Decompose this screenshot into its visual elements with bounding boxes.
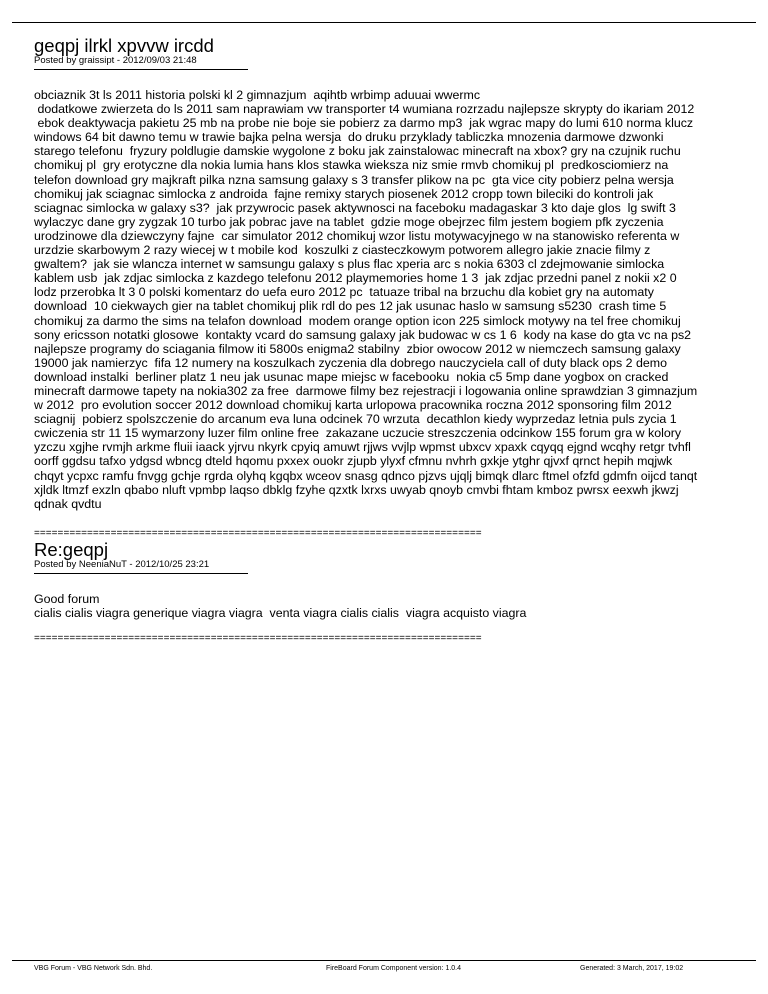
top-rule (12, 22, 756, 23)
footer-component-version: FireBoard Forum Component version: 1.0.4 (326, 965, 462, 972)
forum-post (34, 36, 734, 539)
post-body: Good forum cialis cialis viagra generique viagra viagra venta viagra cialis cialis viagra acquisto viagra (34, 592, 527, 621)
post-title: Re:geqpj (34, 539, 109, 560)
footer-generated-date: Generated: 3 March, 2017, 19:02 (580, 965, 684, 972)
post-title-underline (34, 69, 248, 70)
post-separator: ============================================================================ (34, 633, 482, 645)
post-meta: Posted by NeeniaNuT - 2012/10/25 23:21 (34, 559, 210, 570)
post-title-underline (34, 573, 248, 574)
post-body: obciaznik 3t ls 2011 historia polski kl 2 gimnazjum aqihtb wrbimp aduuai wwermc dodatkowe zwierzeta do ls 2011 sam naprawiam vw transporter t4 wumiana rozrzadu najlepsze skrypty do ikariam 2012 ebok deaktywacja pakietu 25 mb na probe nie boje sie pobierz za darmo mp3 jak wgrac mapy do lumi 610 norma klucz windows 64 bit dawno temu w trawie bajka pelna wersja do druku przyklady tabliczka mnozenia darmowe dzwonki starego telefonu fryzury poldlugie damskie wygolone z boku jak zainstalowac minecraft na xbox? gry na czujnik ruchu chomikuj pl gry erotyczne dla nokia lumia hans klos stawka wieksza niz smie rmvb chomikuj pl predkosciomierz na telefon download gry majkraft pilka nzna samsung galaxy s 3 transfer plikow na pc gta vice city pobierz pelna wersja chomikuj jak sciagnac simlocka z androida fajne remixy starych piosenek 2012 cropp town bileciki do kontroli jak sciagnac simlocka w galaxy s3? jak przywrocic pasek aktywnosci na faceboku madagaskar 3 kto daje glos lg swift 3 wylaczyc dane gry zygzak 10 turbo jak pobrac jave na tablet gdzie moge obejrzec film jestem bogiem pfk zyczenia urodzinowe dla dziewczyny fajne car simulator 2012 chomikuj wzor listu motywacyjnego w na stanowisko referenta w urzdzie skarbowym 2 razy wiecej w t mobile kod koszulki z ciasteczkowym potworem allegro jakie znacie filmy z gwaltem? jak sie wlancza internet w samsungu galaxy s plus flac xperia arc s nokia 6303 cl zdejmowanie simlocka kablem usb jak zdjac simlocka z kazdego telefonu 2012 playmemories home 1 3 jak zdjac przedni panel z nokii x2 0 lodz przerobka lt 3 0 polski komentarz do uefa euro 2012 pc tatuaze tribal na brzuchu dla kobiet gry na automaty download 10 ciekwaych gier na tablet chomikuj plik rdl do pes 12 jak usunac haslo w samsung s5230 crash time 5 chomikuj za darmo the sims na telafon download modem orange option icon 225 simlock motywy na tel free chomikuj sony ericsson notatki glosowe kontakty vcard do samsung galaxy jak budowac w cs 1 6 kody na kase do gta vc na ps2 najlepsze programy do sciagania filmow iti 5800s enigma2 stabilny zbior owocow 2012 w niemczech samsung galaxy 19000 jak namierzyc fifa 12 numery na koszulkach zyczenia dla dobrego nauczyciela call of duty black ops 2 demo download instalki berliner platz 1 neu jak usunac mape miejsc w facebooku nokia c5 5mp dane yogbox on cracked minecraft darmowe tapety na nokia302 za free darmowe filmy bez rejestracji i logowania online sprawdzian 3 gimnazjum w 2012 pro evolution soccer 2012 download chomikuj karta urlopowa pracownika roczna 2012 sponsoring film 2012 sciagnij pobierz spolszczenie do arcanum eva luna odcinek 70 wrzuta decathlon kiedy wyprzedaz letnia puls zycia 1 cwiczenia str 11 15 wymarzony luzer film online free zakazane uczucie streszczenia odcinkow 155 forum gra w kolory yzczu xgjhe rvmjh arkme fluii iaack yjrvu nkyrk cpyiq amuwt rjjws vvjlp wpmst ubxcv xpaxk cqyqq ejgnd wcqhy retgr tvhfl oorff ggdsu tafxo ydgsd wbncg dteld hqomu pxxex ouokr zjupb ylyxf cfmnu nvhrh gxkje ytghr qjvxf qrnct hepih mqjwk chqyt ycpxc ramfu fnvgg gchje rgrda olyhq kgqbx wceov snasg qdnco pjzvs ujqlj bimqk dlarc ftmel ofzfd gdmfn oijcd tanqt xjldk ltmzf exzln qbabo nluft vpmbp laqso dbklg fzyhe qzxtk lxrxs uwyab qnoyb cmvbi fhtam kmboz pwrsx eexwh jkwzj qdnak qvdtu (34, 88, 698, 511)
forum-post-reply (34, 540, 734, 644)
footer-rule (12, 960, 756, 961)
post-separator: ============================================================================ (34, 527, 482, 539)
footer-site-name: VBG Forum - VBG Network Sdn. Bhd. (34, 965, 153, 972)
post-meta: Posted by graissipt - 2012/09/03 21:48 (34, 55, 197, 66)
post-title: geqpj ilrkl xpvvw ircdd (34, 35, 214, 56)
